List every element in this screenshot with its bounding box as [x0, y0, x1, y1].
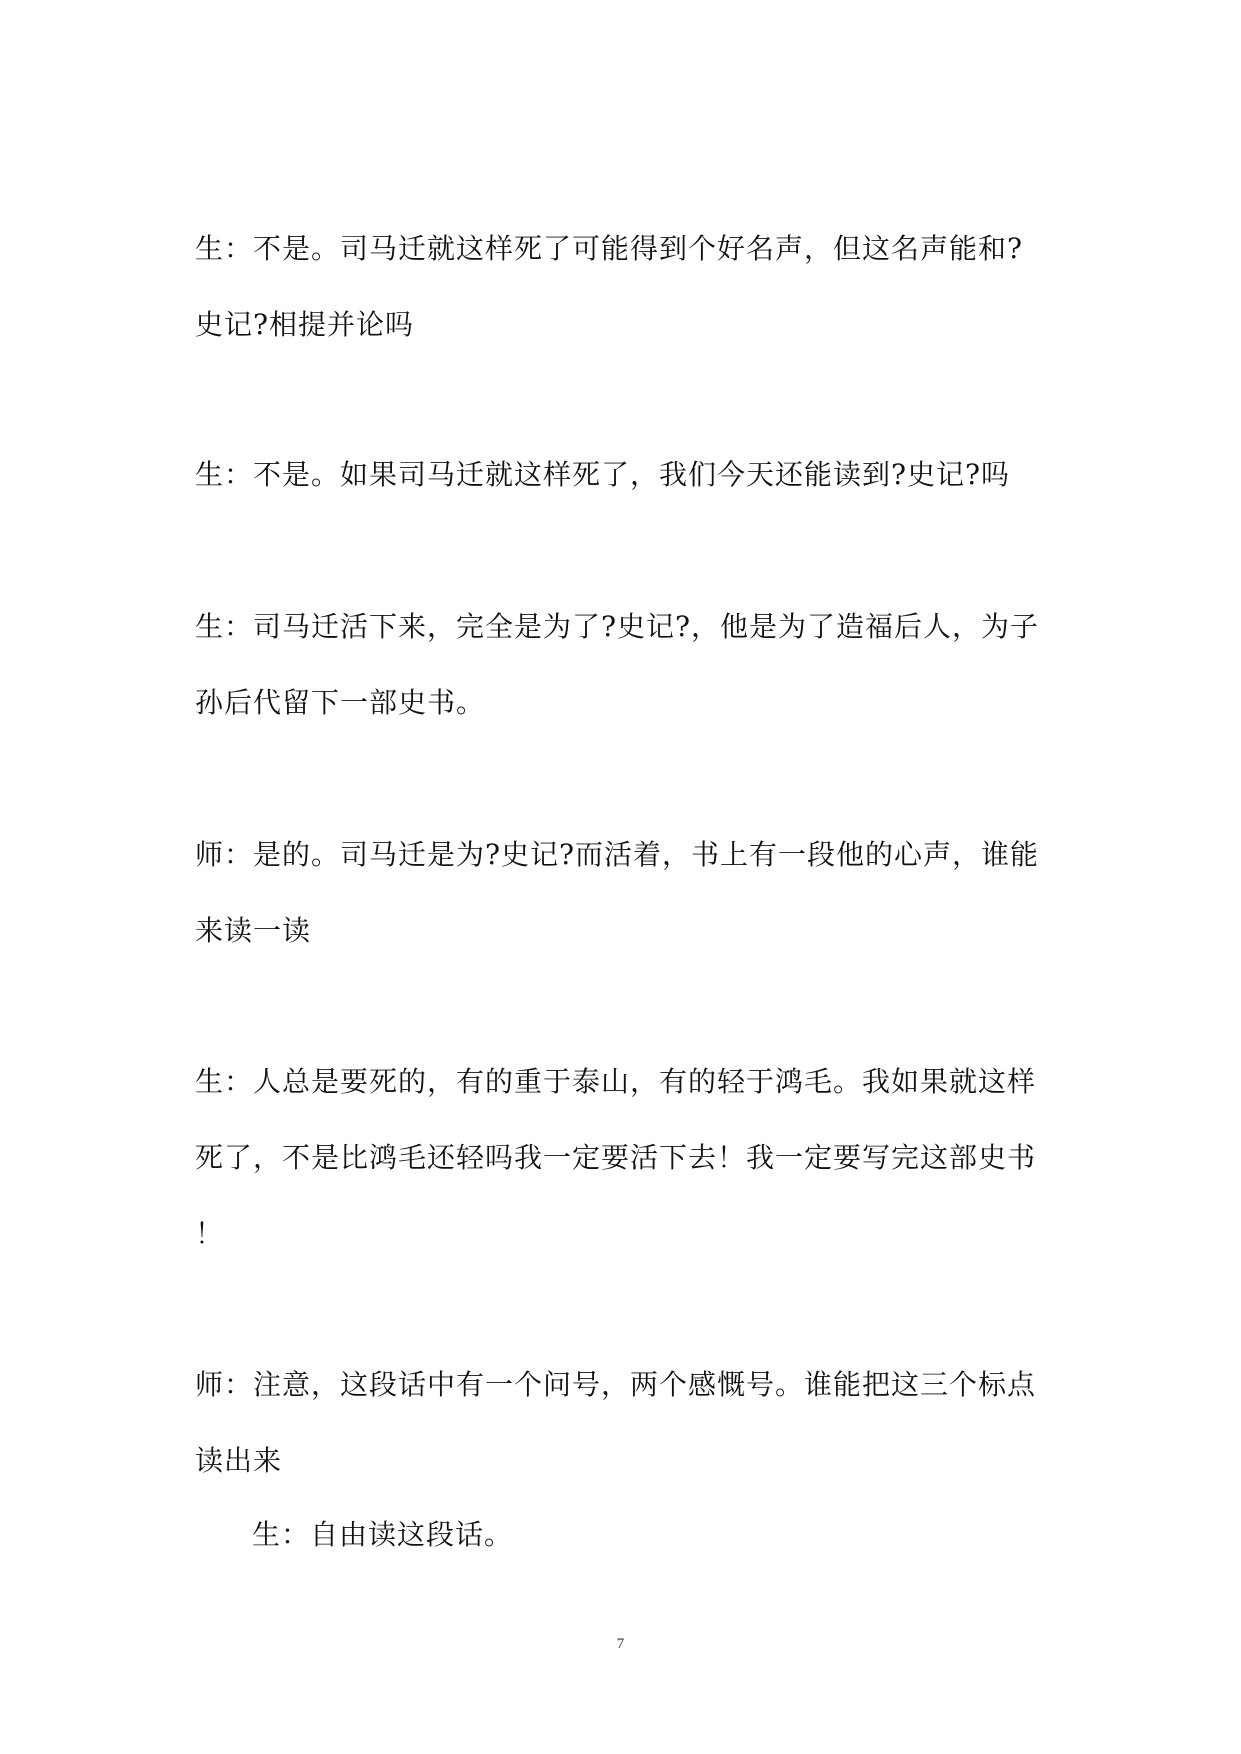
- paragraph-5-line-2: 死了，不是比鸿毛还轻吗我一定要活下去！我一定要写完这部史书: [195, 1141, 1037, 1174]
- paragraph-3-line-2: 孙后代留下一部史书。: [195, 686, 486, 719]
- paragraph-5-line-3: ！: [195, 1217, 225, 1250]
- paragraph-3-line-1: 生：司马迁活下来，完全是为了?史记?，他是为了造福后人，为子: [195, 610, 1040, 643]
- page-number: 7: [616, 1636, 625, 1652]
- paragraph-2-line-1: 生：不是。如果司马迁就这样死了，我们今天还能读到?史记?吗: [195, 458, 1011, 491]
- paragraph-6-line-2: 读出来: [195, 1444, 283, 1477]
- paragraph-4-line-2: 来读一读: [195, 914, 312, 947]
- paragraph-1-line-1: 生：不是。司马迁就这样死了可能得到个好名声，但这名声能和?: [195, 232, 1024, 265]
- paragraph-1-line-2: 史记?相提并论吗: [195, 308, 415, 341]
- paragraph-6-line-1: 师：注意，这段话中有一个问号，两个感慨号。谁能把这三个标点: [195, 1368, 1037, 1401]
- paragraph-5-line-1: 生：人总是要死的，有的重于泰山，有的轻于鸿毛。我如果就这样: [195, 1065, 1037, 1098]
- paragraph-7-line-1: 生：自由读这段话。: [252, 1518, 514, 1551]
- paragraph-4-line-1: 师：是的。司马迁是为?史记?而活着，书上有一段他的心声，谁能: [195, 838, 1040, 871]
